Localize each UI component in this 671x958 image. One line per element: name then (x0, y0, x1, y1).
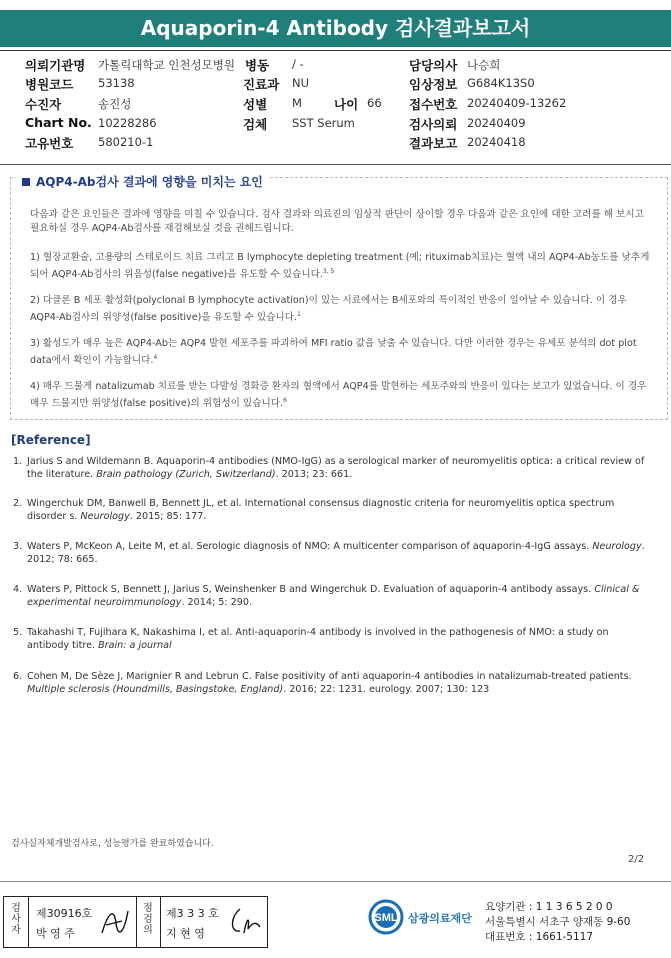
value-unique-no: 580210-1 (98, 135, 154, 149)
reference-citation: . 2014; 5: 290. (181, 597, 252, 608)
reference-number: 6. (13, 671, 23, 682)
factor-item-2 (30, 294, 650, 325)
reviewer-name: 지 현 영 (166, 927, 205, 940)
stamp-label-examiner: 검 사 자 (11, 903, 21, 936)
reference-authors-title: Takahashi T, Fujihara K, Nakashima I, et al. Anti-aquaporin-4 antibody is involved in the pathogenesis of NMO: a study on antibody titre. (27, 627, 609, 651)
stamp-label-reviewer: 점 검 의 (143, 903, 153, 936)
label-unique-no: 고유번호 (25, 136, 74, 151)
lab-address-block (485, 900, 630, 945)
sml-logo-icon (366, 898, 478, 940)
label-ward: 병동 (245, 58, 270, 73)
factor-item-3-text: 3) 활성도가 매우 높은 AQP4-Ab는 AQP4 발현 세포주를 파괴하여 MFI ratio 값을 낮출 수 있습니다. 다만 이러한 경우는 유세포 분석의 dot plot data에서 확인이 가능합니다. (30, 338, 637, 367)
reviewer-license-no: 제3 3 3 호 (166, 907, 219, 920)
value-requesting-institution: 가톨릭대학교 인천성모병원 (98, 58, 235, 72)
lab-address: 서울특별시 서초구 양재동 9-60 (485, 916, 631, 928)
value-receipt-no: 20240409-13262 (467, 96, 567, 110)
factors-section-title-text: AQP4-Ab검사 결과에 영향을 미치는 요인 (36, 175, 263, 189)
label-specimen: 검체 (243, 117, 268, 132)
reference-number: 5. (13, 627, 23, 638)
reference-journal: Neurology (80, 511, 130, 522)
label-patient: 수진자 (25, 97, 62, 112)
reference-number: 3. (13, 541, 23, 552)
value-specimen: SST Serum (292, 116, 355, 130)
factors-intro: 다음과 같은 요인들은 결과에 영향을 미칠 수 있습니다. 검사 결과와 의료진의 임상적 판단이 상이할 경우 다음과 같은 요인에 대한 고려를 해 보시고 필요하실 경우 AQP4-Ab검사를 재검해보실 것을 권해드립니다. (30, 209, 644, 234)
lab-phone: 대표번호 : 1661-5117 (485, 931, 594, 943)
value-sex: M (292, 96, 302, 110)
reviewer-signature-icon (226, 903, 264, 941)
label-receipt-no: 접수번호 (409, 97, 458, 112)
examiner-license-no: 제30916호 (36, 907, 93, 920)
value-department: NU (292, 76, 310, 90)
reference-citation: . 2013; 23: 661. (275, 469, 353, 480)
value-ward: / - (292, 57, 304, 71)
factor-item-3 (30, 337, 650, 368)
footer-divider (0, 881, 671, 882)
stamp-label-cell-1 (4, 897, 29, 947)
reference-journal: Brain: a journal (98, 640, 172, 651)
reference-item (13, 670, 653, 696)
value-age: 66 (367, 96, 382, 110)
reference-citation: . 2016; 22: 1231. eurology. 2007; 130: 123 (283, 684, 490, 695)
factor-item-1-sup: 3, 5 (322, 268, 335, 275)
factor-item-2-sup: 1 (297, 311, 301, 318)
reference-heading: [Reference] (11, 433, 91, 447)
examiner-name: 박 영 주 (36, 927, 75, 940)
info-divider (0, 164, 671, 165)
reference-number: 1. (13, 456, 23, 467)
reference-number: 2. (13, 498, 23, 509)
sml-logo (366, 898, 478, 944)
value-patient: 송진성 (98, 97, 132, 111)
factors-section-title (16, 173, 269, 190)
reference-journal: Clinical & experimental neuroimmunology (27, 584, 640, 608)
label-department: 진료과 (243, 77, 280, 92)
label-hospital-code: 병원코드 (25, 77, 74, 92)
reference-citation: . 2012; 78: 665. (27, 541, 645, 565)
svg-text:SML: SML (374, 912, 398, 924)
factor-item-2-text: 2) 다클론 B 세포 활성화(polyclonal B lymphocyte activation)이 있는 시료에서는 B세포와의 특이적인 반응이 일어날 수 있습니다. 이 경우 AQP4-Ab검사의 위양성(false positive)을 유도할 수 있습니다. (30, 295, 627, 324)
page-number: 2/2 (628, 854, 645, 865)
label-test-request-date: 검사의뢰 (409, 117, 458, 132)
label-requesting-institution: 의뢰기관명 (25, 58, 86, 73)
value-clinical-info: G684K13S0 (467, 76, 535, 90)
label-clinical-info: 임상정보 (409, 77, 458, 92)
label-sex: 성별 (243, 97, 268, 112)
factor-item-4-sup: 6 (283, 397, 287, 404)
factor-item-1 (30, 251, 650, 282)
factor-item-4 (30, 380, 650, 411)
reference-authors-title: Jarius S and Wildemann B. Aquaporin-4 antibodies (NMO-IgG) as a serological marker of neuromyelitis optica: a critical review of the literature. (27, 456, 645, 480)
value-test-request-date: 20240409 (467, 116, 526, 130)
reference-item (13, 455, 653, 481)
svg-text:삼광의료재단: 삼광의료재단 (408, 912, 472, 925)
factor-item-4-text: 4) 매우 드물게 natalizumab 치료를 받는 다발성 경화증 환자의 혈액에서 AQP4를 발현하는 세포주와의 반응이 있다는 보고가 있었습니다. 이 경우 매우 드물지만 위양성(false positive)의 위험성이 있습니다. (30, 381, 647, 410)
factor-item-3-sup: 4 (153, 354, 158, 361)
factor-item-1-text: 1) 혈장교환술, 고용량의 스테로이드 치료 그리고 B lymphocyte depleting treatment (예; rituximab치료)는 혈액 내의 AQP4-Ab농도를 낮추게 되어 AQP4-Ab검사의 위음성(false negative)을 유도할 수 있습니다. (30, 252, 650, 281)
label-age: 나이 (334, 97, 359, 112)
label-chart-no: Chart No. (25, 115, 92, 130)
reference-item (13, 540, 653, 566)
reference-citation: . 2015; 85: 177. (129, 511, 207, 522)
square-bullet-icon (22, 178, 30, 186)
label-report-date: 결과보고 (409, 136, 458, 151)
value-doctor: 나승희 (467, 58, 501, 72)
reference-item (13, 583, 653, 609)
report-title: Aquaporin-4 Antibody 검사결과보고서 (0, 10, 671, 47)
reference-authors-title: Wingerchuk DM, Banwell B, Bennett JL, et al. International consensus diagnostic criteria for neuromyelitis optica spectrum disorder s. (27, 498, 615, 522)
reference-authors-title: Waters P, McKeon A, Leite M, et al. Serologic diagnosis of NMO: A multicenter comparison of aquaporin-4-IgG assays. (27, 541, 593, 552)
label-doctor: 담당의사 (409, 58, 458, 73)
reference-authors-title: Waters P, Pittock S, Bennett J, Jarius S, Weinshenker B and Wingerchuk D. Evaluation of aquaporin-4 antibody assays. (27, 584, 595, 595)
examiner-signature-icon (98, 903, 132, 939)
value-hospital-code: 53138 (98, 76, 135, 90)
reference-journal: Neurology (592, 541, 642, 552)
value-report-date: 20240418 (467, 135, 526, 149)
reference-number: 4. (13, 584, 23, 595)
reference-journal: Multiple sclerosis (Houndmills, Basingstoke, England) (27, 684, 284, 695)
stamp-reviewer-cell (160, 897, 267, 947)
reference-authors-title: Cohen M, De Sèze J, Marignier R and Lebrun C. False positivity of anti aquaporin-4 antibodies in natalizumab-treated patients. (27, 671, 632, 682)
patient-info-block (0, 53, 671, 153)
reference-journal: Brain pathology (Zurich, Switzerland) (96, 469, 276, 480)
stamp-examiner-cell (28, 897, 137, 947)
value-chart-no: 10228286 (98, 116, 157, 130)
institution-code: 요양기관 : 1 1 3 6 5 2 0 0 (485, 901, 613, 913)
validation-note: 검사실자체개발검사로, 성능평가를 완료하였습니다. (11, 839, 214, 849)
header-divider (0, 50, 671, 51)
stamp-label-cell-2 (136, 897, 161, 947)
reference-item (13, 497, 653, 523)
signature-stamp-box (3, 896, 268, 948)
reference-item (13, 626, 653, 652)
